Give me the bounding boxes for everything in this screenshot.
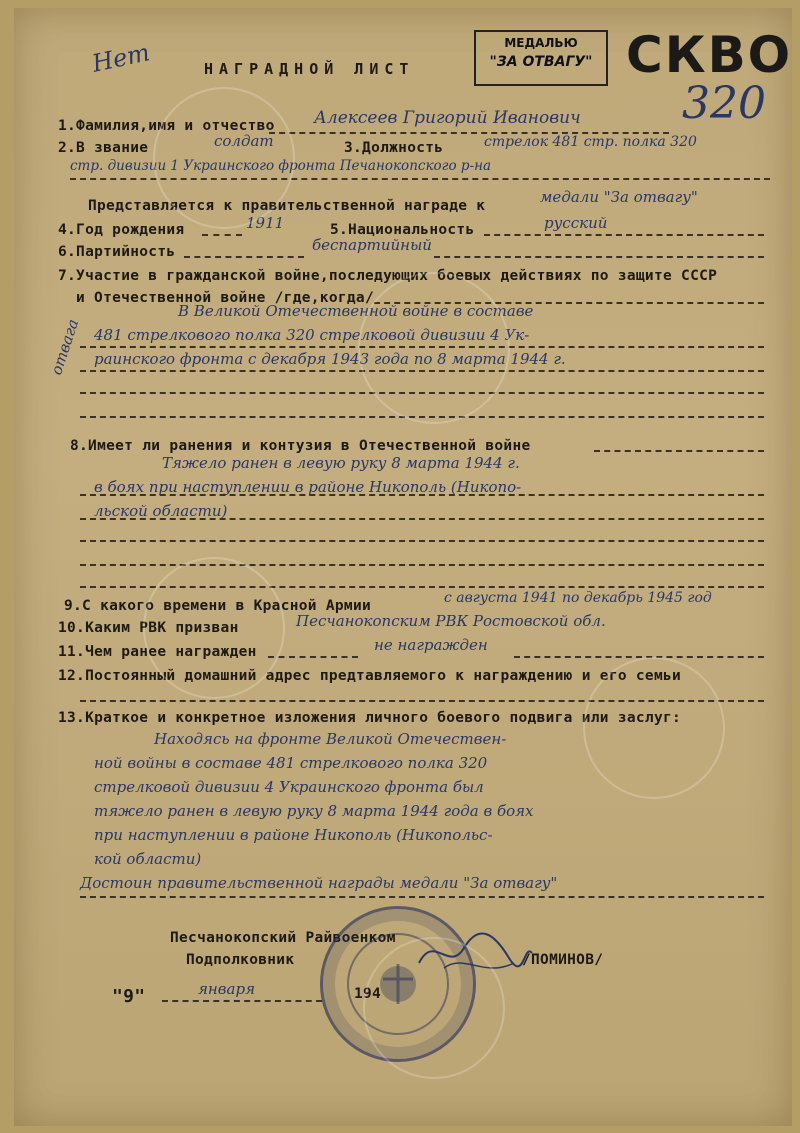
field-10-label: 10.Каким РВК призван <box>58 620 239 636</box>
field-2-label: 2.В звание <box>58 140 149 156</box>
field-10-value: Песчанокопским РВК Ростовской обл. <box>296 612 606 630</box>
field-11-dashes <box>268 656 358 658</box>
field-6-dashes-a <box>184 256 304 258</box>
field-7-label-line2: и Отечественной войне /где,когда/ <box>76 290 374 306</box>
signature-date-year: 194 <box>354 986 382 1002</box>
field-4-dashes <box>202 234 242 236</box>
handwritten-number: 320 <box>682 78 766 129</box>
field-1-label: 1.Фамилия,имя и отчество <box>58 118 275 134</box>
field-8-value-line3: льской области) <box>94 502 228 520</box>
field-9-value: с августа 1941 по декабрь 1945 год <box>444 590 712 606</box>
field-5-value: русский <box>544 214 608 232</box>
signature-date-month: января <box>198 980 256 998</box>
field-12-label: 12.Постоянный домашний адрес предтавляемого к награждению и его семьи <box>58 668 682 684</box>
field-7-value-line3: раинского фронта с декабря 1943 года по 8 марта 1944 г. <box>94 350 566 368</box>
signature-office: Песчанокопский Райвоенком <box>170 930 396 946</box>
field-4-value: 1911 <box>246 214 285 232</box>
field-13-label: 13.Краткое и конкретное изложения личного боевого подвига или заслуг: <box>58 710 682 726</box>
field-7-label-line1: 7.Участие в гражданской войне,последующих боевых действиях по защите СССР <box>58 268 718 284</box>
conclusion-note: Достоин правительственной награды медали "За отвагу" <box>80 874 558 892</box>
signature-name: /ПОМИНОВ/ <box>522 952 604 968</box>
document-page <box>14 8 792 1126</box>
medal-stamp-line2: "ЗА ОТВАГУ" <box>489 54 593 70</box>
field-13-value-line5: при наступлении в районе Никополь (Никопольс- <box>94 826 493 844</box>
rule-line <box>80 540 764 542</box>
district-stamp: СКВО <box>626 26 793 84</box>
field-8-dashes <box>594 450 764 452</box>
field-11-label: 11.Чем ранее награжден <box>58 644 257 660</box>
field-8-value-line1: Тяжело ранен в левую руку 8 марта 1944 г. <box>162 454 520 472</box>
rule-line <box>80 564 764 566</box>
field-3-continuation: стр. дивизии 1 Украинского фронта Печанокопского р-на <box>70 158 492 174</box>
field-7-value-line1: В Великой Отечественной войне в составе <box>178 302 534 320</box>
field-13-value-line2: ной войны в составе 481 стрелкового полка 320 <box>94 754 488 772</box>
field-3-label: 3.Должность <box>344 140 444 156</box>
field-13-value-line3: стрелковой дивизии 4 Украинского фронта был <box>94 778 484 796</box>
field-1-value: Алексеев Григорий Иванович <box>314 108 581 128</box>
rule-line <box>80 896 764 898</box>
field-2-value: солдат <box>214 132 274 150</box>
signature-date-dashes <box>162 1000 322 1002</box>
rule-line <box>80 392 764 394</box>
field-13-value-line1: Находясь на фронте Великой Отечествен- <box>154 730 507 748</box>
field-3-dashes <box>70 178 770 180</box>
field-5-label: 5.Национальность <box>330 222 475 238</box>
medal-stamp <box>474 30 608 86</box>
field-3-value: стрелок 481 стр. полка 320 <box>484 134 697 150</box>
rule-line <box>80 586 764 588</box>
field-9-label: 9.С какого времени в Красной Армии <box>64 598 372 614</box>
rule-line <box>80 370 764 372</box>
rule-line <box>80 494 764 496</box>
corner-handwritten-note: Нет <box>89 38 153 78</box>
field-7-value-line2: 481 стрелкового полка 320 стрелковой дивизии 4 Ук- <box>94 326 530 344</box>
field-8-label: 8.Имеет ли ранения и контузия в Отечественной войне <box>70 438 531 454</box>
rule-line <box>80 518 764 520</box>
signature-scribble <box>414 923 534 983</box>
medal-stamp-line1: МЕДАЛЬЮ <box>504 36 578 50</box>
award-presentation-value: медали "За отвагу" <box>540 188 698 206</box>
field-6-value: беспартийный <box>312 236 432 254</box>
field-8-value-line2: в боях при наступлении в районе Никополь (Никопо- <box>94 478 522 496</box>
margin-note: отвага <box>47 316 83 378</box>
rule-line <box>80 346 764 348</box>
field-5-dashes <box>484 234 764 236</box>
field-13-value-line6: кой области) <box>94 850 202 868</box>
signature-rank: Подполковник <box>186 952 295 968</box>
field-11-value: не награжден <box>374 636 488 654</box>
rule-line <box>80 416 764 418</box>
document-title: НАГРАДНОЙ ЛИСТ <box>204 60 415 78</box>
award-presentation-label: Представляется к правительственной награде к <box>88 198 486 214</box>
signature-date-day: "9" <box>112 986 146 1007</box>
field-6-dashes-b <box>434 256 764 258</box>
rule-line <box>80 700 764 702</box>
field-13-value-line4: тяжело ранен в левую руку 8 марта 1944 года в боях <box>94 802 534 820</box>
field-6-label: 6.Партийность <box>58 244 176 260</box>
field-11-dashes-b <box>514 656 764 658</box>
field-4-label: 4.Год рождения <box>58 222 185 238</box>
